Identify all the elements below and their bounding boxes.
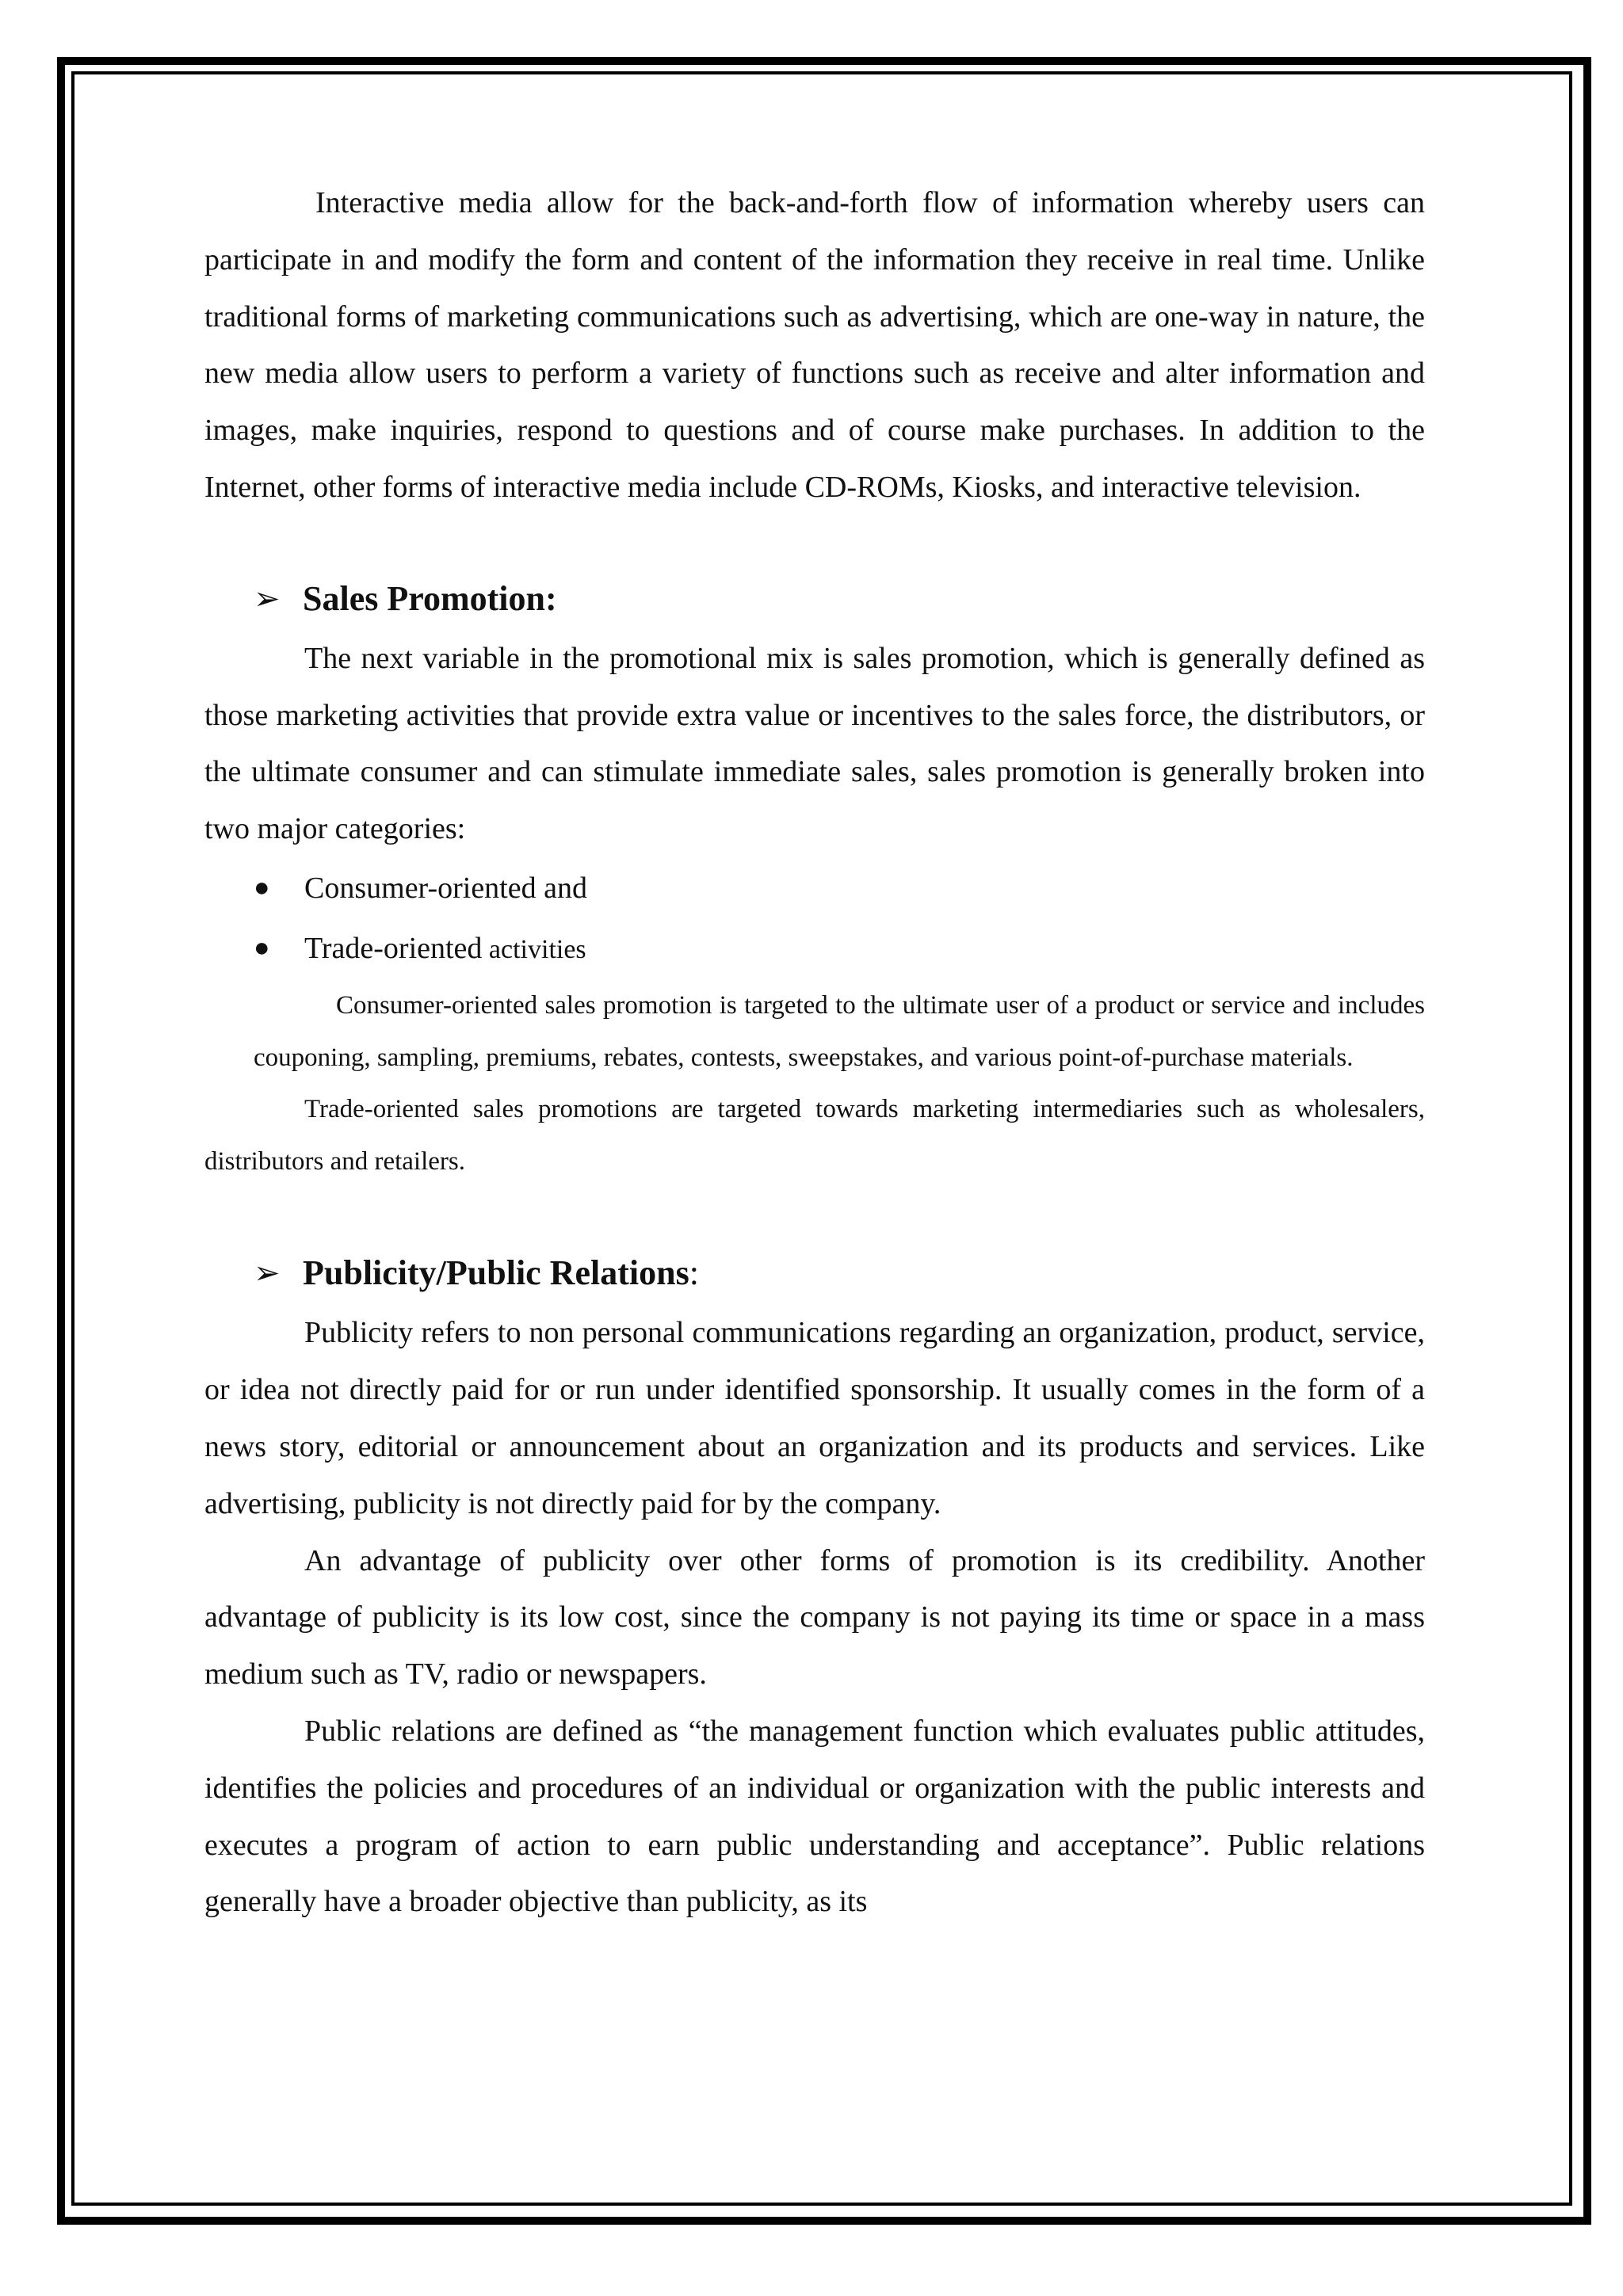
consumer-oriented-paragraph: Consumer-oriented sales promotion is targeted to the ultimate user of a product or service and includes couponing, sampling, premiums, rebates, contests, sweepstakes, and various point-of-purchase materials. (254, 990, 1425, 1072)
list-item-text: Trade-oriented activities (304, 931, 586, 965)
section-title: Sales Promotion: (303, 578, 557, 618)
section-title: Publicity/Public Relations: (303, 1253, 699, 1293)
section-heading-sales-promotion (204, 567, 1425, 631)
public-relations-paragraph: Public relations are defined as “the management function which evaluates public attitudes, identifies the policies and procedures of an individual or organization with the public interests and executes a program of action to earn public understanding and acceptance”. Public relations generally have a broader objective than publicity, as its (204, 1714, 1425, 1919)
round-bullet-icon: ● (254, 933, 270, 963)
list-item (204, 858, 1425, 918)
sales-promotion-paragraph: The next variable in the promotional mix is sales promotion, which is generally defined as those marketing activities that provide extra value or incentives to the sales force, the distributors, or the ultimate consumer and can stimulate immediate sales, sales promotion is generally broken into two major categories: (204, 641, 1425, 846)
section-heading-publicity (204, 1241, 1425, 1305)
document-body (204, 175, 1425, 1931)
publicity-paragraph-1: Publicity refers to non personal communications regarding an organization, product, service, or idea not directly paid for or run under identified sponsorship. It usually comes in the form of a news story, editorial or announcement about an organization and its products and services. Like advertising, publicity is not directly paid for by the company. (204, 1316, 1425, 1520)
trade-oriented-paragraph: Trade-oriented sales promotions are targeted towards marketing intermediaries such as wholesalers, distributors and retailers. (204, 1095, 1425, 1176)
arrowhead-bullet-icon: ➢ (254, 1255, 281, 1291)
intro-paragraph: Interactive media allow for the back-and-forth flow of information whereby users can participate in and modify the form and content of the information they receive in real time. Unlike traditional forms of marketing communications such as advertising, which are one-way in nature, the new media allow users to perform a variety of functions such as receive and alter information and images, make inquiries, respond to questions and of course make purchases. In addition to the Internet, other forms of interactive media include CD-ROMs, Kiosks, and interactive television. (204, 186, 1425, 504)
round-bullet-icon: ● (254, 872, 270, 902)
publicity-paragraph-2: An advantage of publicity over other forms of promotion is its credibility. Another advantage of publicity is its low cost, since the company is not paying its time or space in a mass medium such as TV, radio or newspapers. (204, 1543, 1425, 1691)
list-item-text: Consumer-oriented and (304, 871, 587, 905)
promotion-categories-list (204, 858, 1425, 980)
list-item (204, 918, 1425, 980)
arrowhead-bullet-icon: ➢ (254, 580, 281, 616)
